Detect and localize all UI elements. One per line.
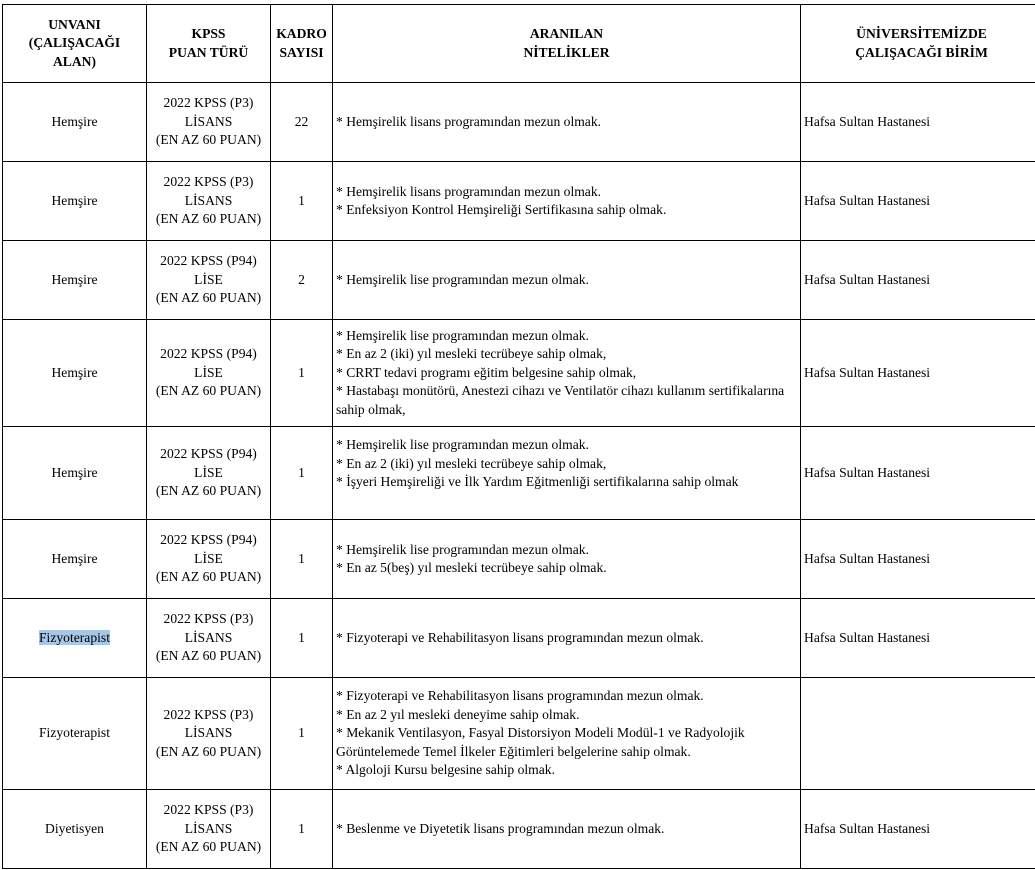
birim-cell: Hafsa Sultan Hastanesi xyxy=(801,320,1035,427)
puan-line: LİSE xyxy=(194,550,223,566)
birim-cell xyxy=(801,678,1035,790)
puan-line: (EN AZ 60 PUAN) xyxy=(155,383,262,399)
kadro-sayisi-cell: 1 xyxy=(271,520,333,599)
nitelik-line: * Algoloji Kursu belgesine sahip olmak. xyxy=(336,762,555,778)
puan-turu-cell xyxy=(147,599,271,678)
positions-table xyxy=(2,4,1035,869)
header-puan-turu: KPSS PUAN TÜRÜ xyxy=(147,5,271,83)
unvan-cell xyxy=(3,520,147,599)
puan-turu-cell xyxy=(147,520,271,599)
nitelikler-cell xyxy=(333,520,801,599)
puan-turu-cell xyxy=(147,320,271,427)
unvan-cell xyxy=(3,790,147,869)
table-row xyxy=(3,599,1035,678)
puan-line: LİSE xyxy=(194,271,223,287)
puan-line: 2022 KPSS (P3) xyxy=(163,802,254,818)
table-row xyxy=(3,241,1035,320)
table-row xyxy=(3,520,1035,599)
header-kadro-sayisi: KADRO SAYISI xyxy=(271,5,333,83)
nitelik-line: * İşyeri Hemşireliği ve İlk Yardım Eğitmenliği sertifikalarına sahip olmak xyxy=(336,474,739,489)
table-row xyxy=(3,320,1035,427)
birim-cell: Hafsa Sultan Hastanesi xyxy=(801,83,1035,162)
table-row xyxy=(3,162,1035,241)
kadro-sayisi-cell: 1 xyxy=(271,678,333,790)
puan-line: (EN AZ 60 PUAN) xyxy=(155,743,262,759)
nitelik-line: * CRRT tedavi programı eğitim belgesine sahip olmak, xyxy=(336,364,637,380)
nitelik-line: * Hemşirelik lise programından mezun olmak. xyxy=(336,271,589,287)
table-row xyxy=(3,790,1035,869)
puan-line: (EN AZ 60 PUAN) xyxy=(155,569,262,585)
puan-line: 2022 KPSS (P94) xyxy=(160,446,257,462)
puan-line: LİSANS xyxy=(184,113,233,129)
nitelik-line: * Hemşirelik lise programından mezun olmak. xyxy=(336,437,589,452)
puan-line: LİSANS xyxy=(184,629,233,645)
puan-line: LİSANS xyxy=(184,820,233,836)
puan-turu-cell xyxy=(147,427,271,520)
nitelik-line: * Beslenme ve Diyetetik lisans programından mezun olmak. xyxy=(336,820,665,836)
unvan-text[interactable]: Fizyoterapist xyxy=(39,629,110,645)
header-birim: ÜNİVERSİTEMİZDE ÇALIŞACAĞI BİRİM xyxy=(801,5,1035,83)
unvan-cell xyxy=(3,83,147,162)
nitelikler-cell xyxy=(333,241,801,320)
birim-cell: Hafsa Sultan Hastanesi xyxy=(801,162,1035,241)
nitelik-line: * En az 2 (iki) yıl mesleki tecrübeye sahip olmak, xyxy=(336,455,607,471)
puan-turu-cell xyxy=(147,162,271,241)
puan-line: 2022 KPSS (P3) xyxy=(163,95,254,111)
puan-line: (EN AZ 60 PUAN) xyxy=(155,290,262,306)
kadro-sayisi-cell: 22 xyxy=(271,83,333,162)
unvan-text[interactable]: Hemşire xyxy=(51,192,98,208)
puan-turu-cell xyxy=(147,241,271,320)
table-row xyxy=(3,427,1035,520)
puan-line: LİSANS xyxy=(184,725,233,741)
nitelik-line: * Hemşirelik lise programından mezun olmak. xyxy=(336,327,589,343)
nitelik-line: * En az 5(beş) yıl mesleki tecrübeye sahip olmak. xyxy=(336,560,607,575)
puan-line: 2022 KPSS (P94) xyxy=(160,532,257,548)
birim-cell: Hafsa Sultan Hastanesi xyxy=(801,520,1035,599)
unvan-text[interactable]: Hemşire xyxy=(51,550,98,566)
header-unvani: UNVANI (ÇALIŞACAĞI ALAN) xyxy=(3,5,147,83)
puan-line: (EN AZ 60 PUAN) xyxy=(155,483,262,499)
header-row xyxy=(3,5,1035,83)
nitelik-line: * Fizyoterapi ve Rehabilitasyon lisans programından mezun olmak. xyxy=(336,629,704,645)
nitelik-line: * Mekanik Ventilasyon, Fasyal Distorsiyon Modeli Modül-1 ve Radyolojik xyxy=(336,725,745,741)
nitelik-line: * En az 2 (iki) yıl mesleki tecrübeye sahip olmak, xyxy=(336,346,607,362)
unvan-cell xyxy=(3,320,147,427)
kadro-sayisi-cell: 1 xyxy=(271,162,333,241)
nitelik-line: * Hemşirelik lisans programından mezun olmak. xyxy=(336,183,602,199)
nitelik-line: * Enfeksiyon Kontrol Hemşireliği Sertifikasına sahip olmak. xyxy=(336,202,667,217)
unvan-text[interactable]: Hemşire xyxy=(51,271,98,287)
puan-line: 2022 KPSS (P94) xyxy=(160,346,257,362)
unvan-cell xyxy=(3,162,147,241)
puan-line: 2022 KPSS (P3) xyxy=(163,706,254,722)
nitelik-line xyxy=(336,492,797,511)
puan-turu-cell xyxy=(147,790,271,869)
birim-cell: Hafsa Sultan Hastanesi xyxy=(801,241,1035,320)
unvan-text[interactable]: Diyetisyen xyxy=(45,820,104,836)
header-nitelikler: ARANILAN NİTELİKLER xyxy=(333,5,801,83)
puan-line: (EN AZ 60 PUAN) xyxy=(155,211,262,227)
puan-line: (EN AZ 60 PUAN) xyxy=(155,839,262,855)
puan-turu-cell xyxy=(147,83,271,162)
nitelik-line: * Hemşirelik lise programından mezun olmak. xyxy=(336,541,589,557)
nitelik-line: Görüntelemede Temel İlkeler Eğitimleri belgelerine sahip olmak. xyxy=(336,743,691,759)
puan-line: (EN AZ 60 PUAN) xyxy=(155,132,262,148)
kadro-sayisi-cell: 1 xyxy=(271,599,333,678)
nitelik-line: sahip olmak, xyxy=(336,401,406,417)
nitelik-line: * En az 2 yıl mesleki deneyime sahip olmak. xyxy=(336,706,580,722)
table-row xyxy=(3,83,1035,162)
birim-cell: Hafsa Sultan Hastanesi xyxy=(801,790,1035,869)
kadro-sayisi-cell: 1 xyxy=(271,427,333,520)
nitelikler-cell xyxy=(333,427,801,520)
puan-line: LİSANS xyxy=(184,192,233,208)
unvan-text[interactable]: Hemşire xyxy=(51,364,98,380)
puan-line: 2022 KPSS (P3) xyxy=(163,174,254,190)
nitelikler-cell xyxy=(333,162,801,241)
nitelikler-cell xyxy=(333,320,801,427)
nitelik-line: * Fizyoterapi ve Rehabilitasyon lisans programından mezun olmak. xyxy=(336,688,704,704)
puan-turu-cell xyxy=(147,678,271,790)
nitelikler-cell xyxy=(333,83,801,162)
unvan-cell xyxy=(3,678,147,790)
puan-line: LİSE xyxy=(194,364,223,380)
kadro-sayisi-cell: 1 xyxy=(271,790,333,869)
nitelikler-cell xyxy=(333,599,801,678)
unvan-cell xyxy=(3,241,147,320)
kadro-sayisi-cell: 1 xyxy=(271,320,333,427)
puan-line: 2022 KPSS (P94) xyxy=(160,253,257,269)
nitelik-line: * Hemşirelik lisans programından mezun olmak. xyxy=(336,113,602,129)
puan-line: (EN AZ 60 PUAN) xyxy=(155,648,262,664)
unvan-cell xyxy=(3,599,147,678)
unvan-text[interactable]: Fizyoterapist xyxy=(39,725,110,741)
nitelik-line: * Hastabaşı monütörü, Anestezi cihazı ve Ventilatör cihazı kullanım sertifikalarına xyxy=(336,383,785,399)
unvan-text[interactable]: Hemşire xyxy=(51,464,98,480)
unvan-cell xyxy=(3,427,147,520)
table-row xyxy=(3,678,1035,790)
nitelikler-cell xyxy=(333,790,801,869)
birim-cell: Hafsa Sultan Hastanesi xyxy=(801,599,1035,678)
nitelikler-cell xyxy=(333,678,801,790)
unvan-text[interactable]: Hemşire xyxy=(51,113,98,129)
birim-cell: Hafsa Sultan Hastanesi xyxy=(801,427,1035,520)
puan-line: 2022 KPSS (P3) xyxy=(163,611,254,627)
puan-line: LİSE xyxy=(194,464,223,480)
kadro-sayisi-cell: 2 xyxy=(271,241,333,320)
